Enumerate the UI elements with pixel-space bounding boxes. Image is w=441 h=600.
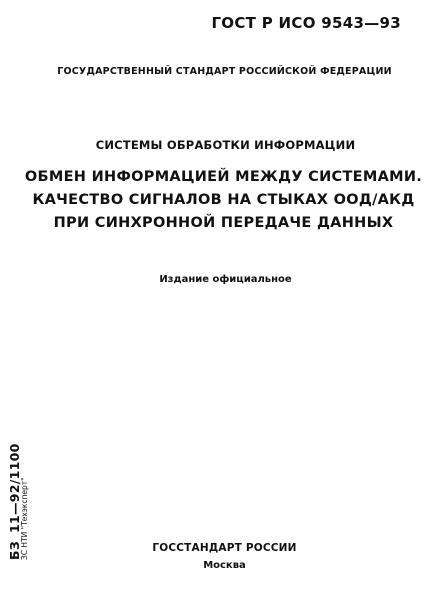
document-title-line-3: ПРИ СИНХРОННОЙ ПЕРЕДАЧЕ ДАННЫХ bbox=[53, 215, 394, 231]
standard-number: ГОСТ Р ИСО 9543—93 bbox=[211, 14, 401, 32]
document-title-line-2: КАЧЕСТВО СИГНАЛОВ НА СТЫКАХ ООД/АКД bbox=[32, 192, 415, 208]
series-title: СИСТЕМЫ ОБРАБОТКИ ИНФОРМАЦИИ bbox=[95, 138, 356, 152]
bz-label: БЗ bbox=[7, 540, 22, 560]
order-number: 11—92/1100 bbox=[7, 443, 22, 533]
side-source-note: ЗС НТИ "Техэксперт" bbox=[20, 477, 29, 560]
document-title bbox=[0, 166, 441, 235]
publisher-city: Москва bbox=[203, 560, 246, 571]
publisher-name: ГОССТАНДАРТ РОССИИ bbox=[152, 542, 297, 554]
document-title-line-1: ОБМЕН ИНФОРМАЦИЕЙ МЕЖДУ СИСТЕМАМИ. bbox=[24, 169, 423, 185]
edition-note: Издание официальное bbox=[159, 274, 292, 285]
standard-type-heading: ГОСУДАРСТВЕННЫЙ СТАНДАРТ РОССИЙСКОЙ ФЕДЕРАЦИИ bbox=[57, 66, 392, 77]
